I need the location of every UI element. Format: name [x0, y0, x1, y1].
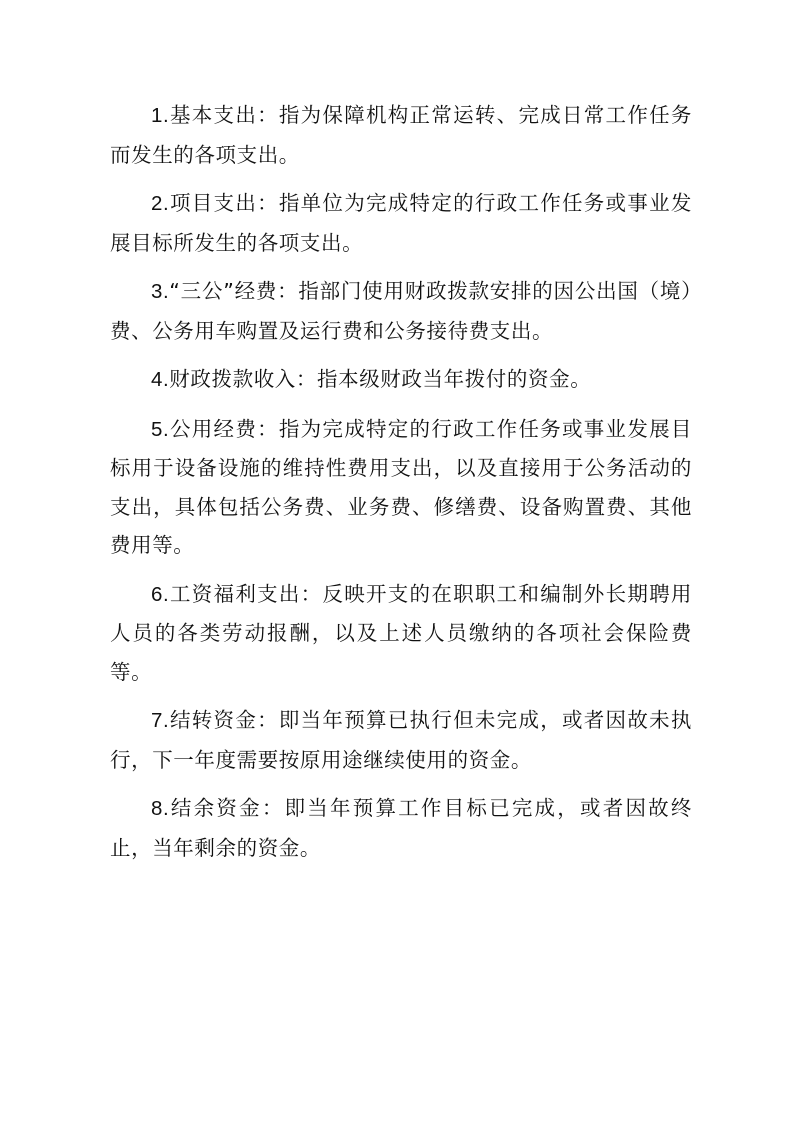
definition-paragraph	[110, 272, 692, 350]
definition-text: 即当年预算工作目标已完成，或者因故终止，当年剩余的资金。	[110, 796, 692, 860]
definition-term: 项目支出：	[169, 191, 279, 215]
definition-text: 指单位为完成特定的行政工作任务或事业发展目标所发生的各项支出。	[110, 191, 692, 255]
definition-term: 结转资金：	[169, 708, 279, 732]
definition-term: 公用经费：	[169, 416, 279, 441]
definition-paragraph	[110, 184, 692, 262]
definition-number: 6.	[151, 582, 170, 606]
definition-paragraph	[110, 575, 692, 692]
definition-term: 结余资金：	[169, 796, 285, 820]
definition-number: 2.	[151, 192, 170, 215]
definition-term: 工资福利支出：	[169, 581, 323, 606]
definition-number: 1.	[151, 104, 170, 127]
definition-paragraph	[110, 96, 692, 174]
definition-text: 指为完成特定的行政工作任务或事业发展目标用于设备设施的维持性费用支出，以及直接用于公务活动的支出，具体包括公务费、业务费、修缮费、设备购置费、其他费用等。	[110, 416, 692, 557]
definitions-list	[110, 96, 692, 877]
definition-paragraph	[110, 701, 692, 779]
definition-text: 指部门使用财政拨款安排的因公出国（境）费、公务用车购置及运行费和公务接待费支出。	[110, 279, 692, 343]
definition-text: 即当年预算已执行但未完成，或者因故未执行，下一年度需要按原用途继续使用的资金。	[110, 708, 692, 772]
definition-term: 基本支出：	[169, 103, 279, 127]
definition-term: “三公”经费：	[169, 279, 299, 303]
definition-paragraph	[110, 410, 692, 565]
definition-number: 3.	[151, 280, 170, 303]
definition-text: 反映开支的在职职工和编制外长期聘用人员的各类劳动报酬，以及上述人员缴纳的各项社会保险费等。	[110, 581, 693, 684]
definition-text: 指为保障机构正常运转、完成日常工作任务而发生的各项支出。	[110, 103, 692, 167]
definition-number: 8.	[151, 797, 170, 820]
definition-number: 7.	[151, 709, 170, 732]
definition-number: 4.	[151, 368, 170, 391]
definition-text: 指本级财政当年拨付的资金。	[317, 367, 592, 391]
definition-number: 5.	[151, 417, 170, 441]
definition-term: 财政拨款收入：	[169, 367, 317, 391]
definition-paragraph	[110, 360, 692, 400]
definition-paragraph	[110, 789, 692, 867]
